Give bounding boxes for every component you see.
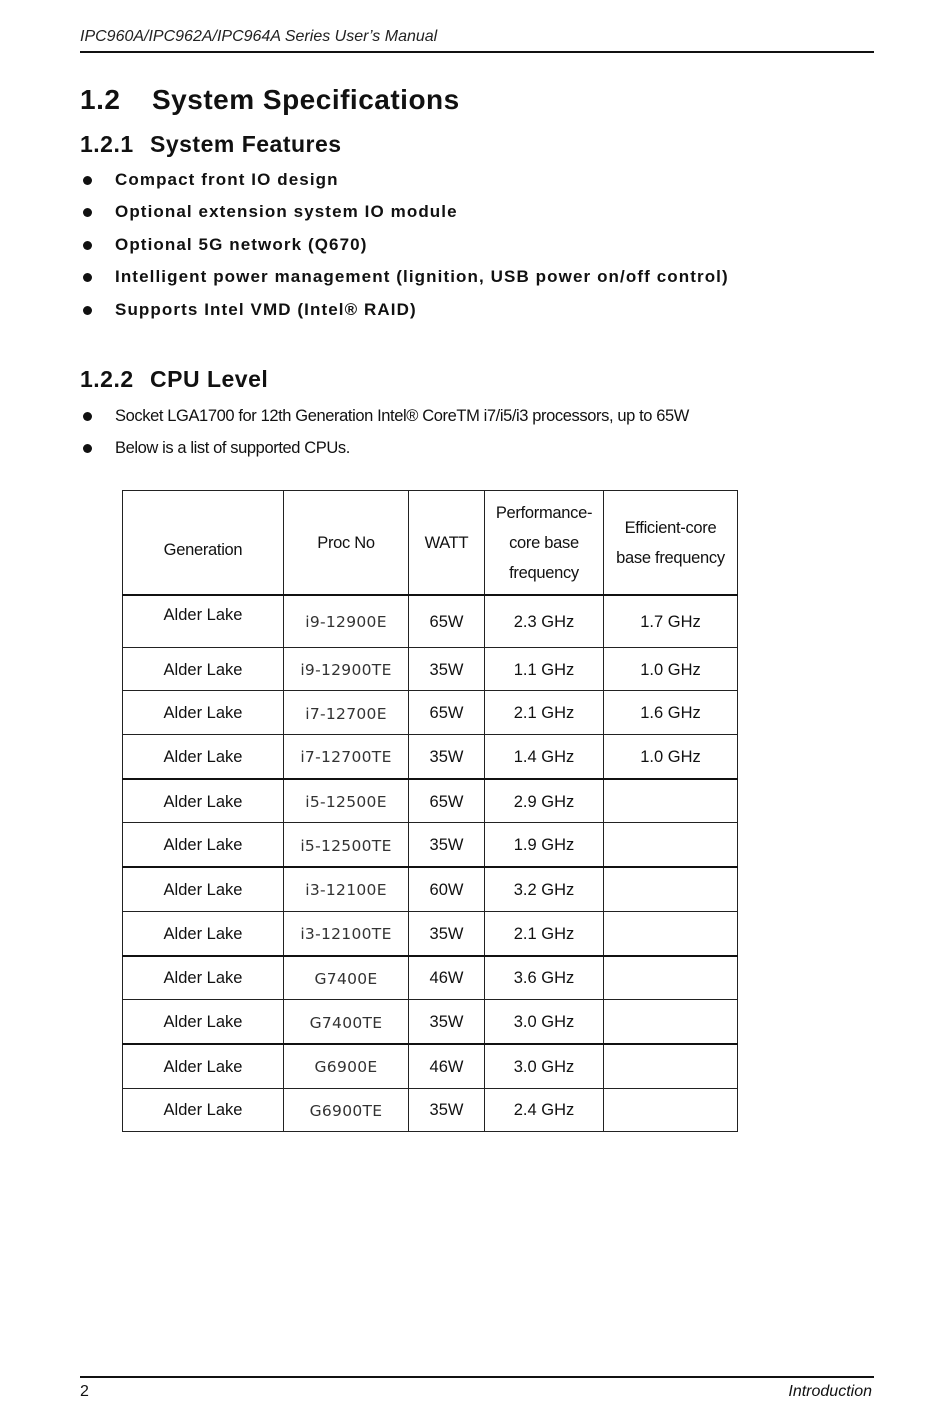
cell-watt: 46W [409,1044,485,1088]
cell-generation: Alder Lake [123,647,284,691]
cell-proc-no: i9-12900E [284,595,409,647]
cell-watt: 35W [409,823,485,867]
table-header-row [123,491,738,596]
page-number: 2 [80,1383,89,1400]
cell-efficient-freq [604,867,738,911]
cell-watt: 65W [409,595,485,647]
cpu-title: CPU Level [150,366,269,392]
cell-generation: Alder Lake [123,823,284,867]
bullet-icon [83,208,92,217]
cell-efficient-freq [604,911,738,955]
section-number: 1.2 [80,84,121,115]
cell-watt: 35W [409,1088,485,1132]
header-generation: Generation [123,491,284,596]
list-item-text: Optional extension system IO module [115,202,458,222]
cell-proc-no: i5-12500E [284,779,409,823]
features-heading [80,131,342,158]
cell-generation: Alder Lake [123,867,284,911]
table-row [123,779,738,823]
cell-watt: 65W [409,691,485,735]
cell-watt: 35W [409,735,485,779]
header-performance-line-2: core base [509,533,579,552]
cell-proc-no: i7-12700TE [284,735,409,779]
cell-efficient-freq [604,1088,738,1132]
cell-efficient-freq: 1.0 GHz [604,735,738,779]
cell-performance-freq: 1.4 GHz [485,735,604,779]
table-row [123,1000,738,1044]
header-proc-no: Proc No [284,491,409,596]
table-row [123,867,738,911]
cell-proc-no: G7400TE [284,1000,409,1044]
cell-efficient-freq [604,1000,738,1044]
cell-efficient-freq: 1.7 GHz [604,595,738,647]
chapter-name: Introduction [788,1383,872,1400]
cell-watt: 35W [409,647,485,691]
cell-generation: Alder Lake [123,1000,284,1044]
cell-proc-no: G6900E [284,1044,409,1088]
header-performance-line-1: Performance- [495,503,593,522]
cell-performance-freq: 3.2 GHz [485,867,604,911]
header-watt: WATT [409,491,485,596]
cell-generation: Alder Lake [123,595,284,647]
header-rule [80,51,874,53]
cell-performance-freq: 2.1 GHz [485,911,604,955]
cpu-table [122,490,738,1132]
features-number: 1.2.1 [80,131,134,157]
cell-generation: Alder Lake [123,1088,284,1132]
cell-proc-no: G6900TE [284,1088,409,1132]
cell-performance-freq: 3.0 GHz [485,1044,604,1088]
list-item-text: Below is a list of supported CPUs. [115,439,350,458]
cell-watt: 46W [409,956,485,1000]
cell-performance-freq: 2.1 GHz [485,691,604,735]
table-row [123,1044,738,1088]
bullet-icon [83,444,92,453]
cell-generation: Alder Lake [123,911,284,955]
table-row [123,647,738,691]
section-title: System Specifications [152,84,460,115]
cell-proc-no: i7-12700E [284,691,409,735]
table-row [123,595,738,647]
cpu-heading [80,366,268,393]
header-performance-line-3: frequency [509,563,579,582]
cell-proc-no: G7400E [284,956,409,1000]
bullet-icon [83,306,92,315]
bullet-icon [83,176,92,185]
cell-proc-no: i3-12100TE [284,911,409,955]
cell-generation: Alder Lake [123,779,284,823]
cell-generation: Alder Lake [123,1044,284,1088]
cell-efficient-freq [604,956,738,1000]
cell-performance-freq: 1.1 GHz [485,647,604,691]
bullet-icon [83,273,92,282]
list-item-text: Optional 5G network (Q670) [115,234,368,254]
cell-generation: Alder Lake [123,956,284,1000]
table-row [123,1088,738,1132]
table-row [123,956,738,1000]
cell-efficient-freq [604,823,738,867]
cell-watt: 60W [409,867,485,911]
bullet-icon [83,412,92,421]
cell-efficient-freq: 1.0 GHz [604,647,738,691]
cell-efficient-freq [604,779,738,823]
header-efficient-line-2: base frequency [616,548,725,567]
cell-proc-no: i3-12100E [284,867,409,911]
cpu-number: 1.2.2 [80,366,134,392]
cell-performance-freq: 3.6 GHz [485,956,604,1000]
cell-performance-freq: 2.3 GHz [485,595,604,647]
cell-proc-no: i5-12500TE [284,823,409,867]
list-item-text: Supports Intel VMD (Intel® RAID) [115,299,417,319]
cell-performance-freq: 3.0 GHz [485,1000,604,1044]
cell-efficient-freq [604,1044,738,1088]
list-item-text: Socket LGA1700 for 12th Generation Intel® CoreTM i7/i5/i3 processors, up to 65W [115,407,689,425]
footer-rule [80,1376,874,1378]
cell-generation: Alder Lake [123,691,284,735]
cell-performance-freq: 2.4 GHz [485,1088,604,1132]
cell-proc-no: i9-12900TE [284,647,409,691]
cell-watt: 65W [409,779,485,823]
cell-performance-freq: 1.9 GHz [485,823,604,867]
table-row [123,823,738,867]
features-title: System Features [150,131,342,157]
section-heading [80,84,460,116]
cell-generation: Alder Lake [123,735,284,779]
list-item-text: Intelligent power management (lignition, USB power on/off control) [115,267,729,287]
cell-efficient-freq: 1.6 GHz [604,691,738,735]
header-performance-core [485,491,604,596]
list-item-text: Compact front IO design [115,170,339,189]
cell-watt: 35W [409,911,485,955]
table-row [123,691,738,735]
header-efficient-core [604,491,738,596]
cell-watt: 35W [409,1000,485,1044]
running-header: IPC960A/IPC962A/IPC964A Series User’s Manual [80,28,438,45]
header-efficient-line-1: Efficient-core [624,518,717,537]
table-body [123,595,738,1132]
table-row [123,911,738,955]
cell-performance-freq: 2.9 GHz [485,779,604,823]
bullet-icon [83,241,92,250]
table-row [123,735,738,779]
